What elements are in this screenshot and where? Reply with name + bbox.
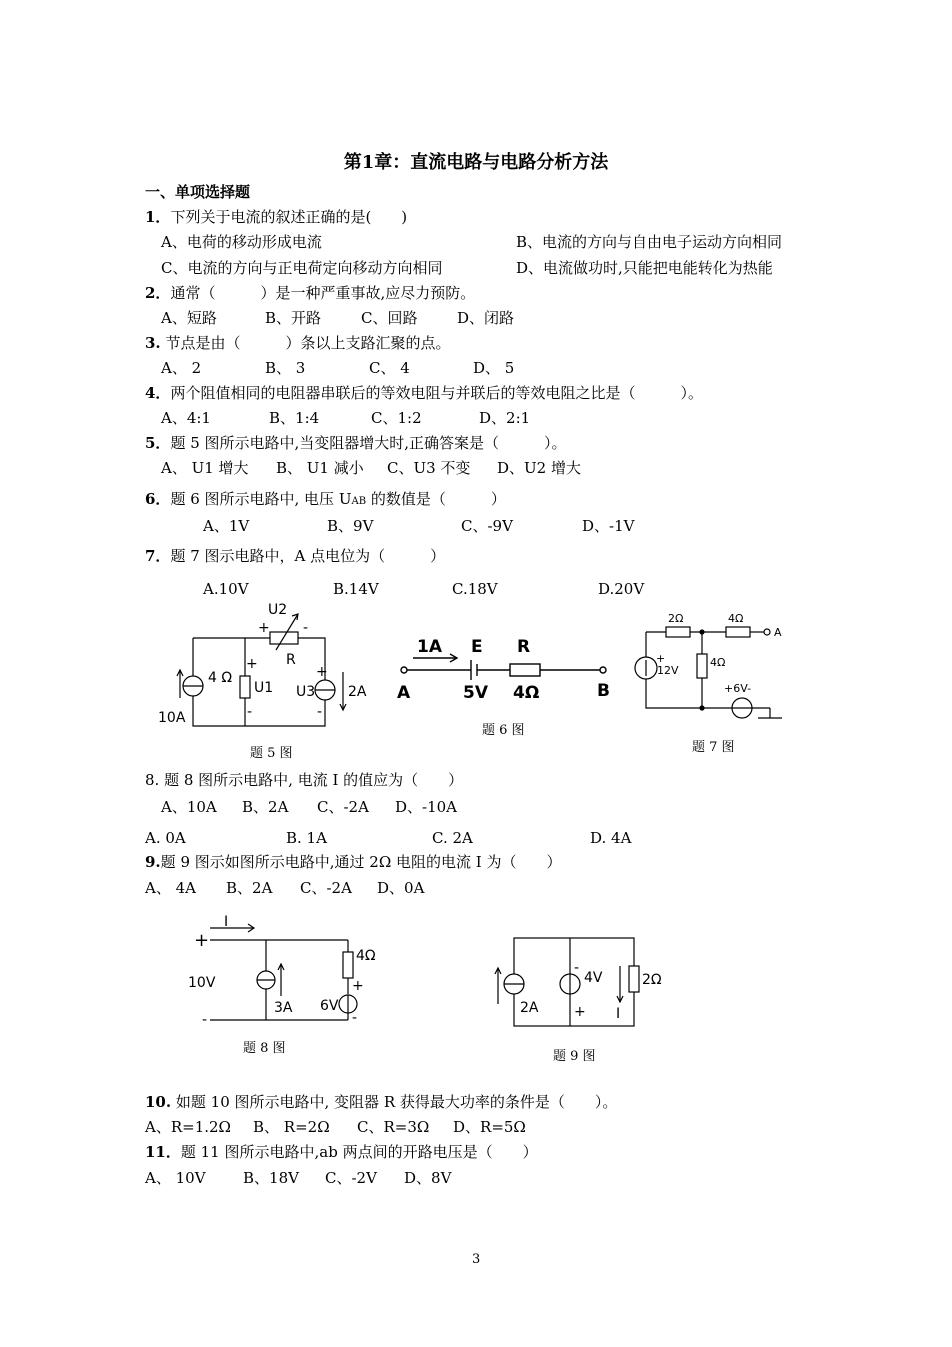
q3-option-a: A、 2 [161, 359, 202, 377]
fig9-label-4v: 4V [584, 970, 603, 986]
fig6-label-b: B [597, 681, 610, 701]
fig5-label-plus-top: + [258, 620, 270, 636]
q9-option-c: C、-2A [300, 879, 352, 897]
q5-option-d: D、U2 增大 [497, 459, 581, 477]
q11-option-d: D、8V [404, 1169, 452, 1187]
question-3: 3. 节点是由（ ）条以上支路汇聚的点。 [145, 334, 451, 352]
fig7-label-4ohm-top: 4Ω [728, 612, 744, 625]
fig7-label-2ohm: 2Ω [668, 612, 684, 625]
fig5-label-u1: U1 [254, 680, 274, 696]
q8-alt-option-a: A. 0A [145, 829, 186, 847]
figure-5-caption: 题 5 图 [250, 746, 293, 761]
fig6-label-r: R [517, 637, 531, 657]
q8-option-d: D、-10A [395, 798, 458, 816]
q10-option-a: A、R=1.2Ω [145, 1118, 231, 1136]
fig9-label-minus: - [574, 960, 580, 976]
fig6-label-e: E [471, 637, 483, 657]
question-2: 2．通常（ ）是一种严重事故,应尽力预防。 [145, 284, 476, 302]
q6-option-a: A、1V [203, 517, 250, 535]
q7-option-b: B.14V [333, 580, 379, 598]
chapter-title: 第1章：直流电路与电路分析方法 [343, 152, 609, 173]
fig9-label-2ohm: 2Ω [642, 972, 662, 988]
fig8-label-6v: 6V [320, 998, 339, 1014]
q6-option-b: B、9V [327, 517, 374, 535]
fig5-label-10a: 10A [158, 710, 186, 726]
section-heading: 一、单项选择题 [145, 183, 251, 201]
q6-option-d: D、-1V [582, 517, 635, 535]
q6-option-c: C、-9V [461, 517, 513, 535]
q8-alt-option-c: C. 2A [432, 829, 473, 847]
q8-alt-option-b: B. 1A [286, 829, 327, 847]
question-6: 6．题 6 图所示电路中, 电压 UAB 的数值是（ ） [145, 490, 506, 508]
fig6-label-a: A [397, 683, 411, 703]
question-11: 11．题 11 图所示电路中,ab 两点间的开路电压是（ ） [145, 1143, 538, 1161]
figure-9-caption: 题 9 图 [553, 1049, 596, 1064]
fig5-label-r: R [286, 652, 296, 668]
fig9-label-2a: 2A [520, 1000, 539, 1016]
question-9: 9.题 9 图示如图所示电路中,通过 2Ω 电阻的电流 I 为（ ） [145, 853, 562, 871]
question-8: 8. 题 8 图所示电路中, 电流 I 的值应为（ ） [145, 771, 464, 789]
fig8-label-plus: + [194, 930, 210, 951]
fig5-label-minus-u3: - [317, 704, 323, 720]
figure-8-caption: 题 8 图 [243, 1041, 286, 1056]
fig5-label-minus-top: - [303, 620, 309, 636]
q4-option-b: B、1:4 [269, 409, 320, 427]
q5-option-b: B、 U1 减小 [276, 459, 364, 477]
fig5-label-plus-u3: + [316, 664, 328, 680]
q4-option-a: A、4:1 [161, 409, 211, 427]
figure-5-circuit [150, 598, 380, 738]
q1-option-d: D、电流做功时,只能把电能转化为热能 [516, 259, 773, 277]
fig7-label-plus: + [656, 652, 666, 665]
fig5-label-plus-u1: + [246, 656, 258, 672]
fig8-label-plus-6v: + [352, 978, 364, 994]
fig5-label-u3: U3 [296, 684, 316, 700]
fig5-label-2a: 2A [348, 684, 367, 700]
fig8-label-3a: 3A [274, 1000, 293, 1016]
q2-option-b: B、开路 [265, 309, 322, 327]
fig5-label-u2: U2 [268, 602, 288, 618]
fig7-label-6v: +6V- [724, 682, 752, 695]
figure-6-circuit [395, 628, 620, 708]
fig5-label-res: 4 Ω [208, 670, 233, 686]
q2-option-a: A、短路 [161, 309, 217, 327]
figure-6-caption: 题 6 图 [482, 723, 525, 738]
figure-7-caption: 题 7 图 [692, 740, 735, 755]
fig7-label-a: A [774, 626, 782, 639]
q9-option-a: A、 4A [145, 879, 196, 897]
q4-option-d: D、2:1 [479, 409, 531, 427]
fig7-label-4ohm-mid: 4Ω [710, 656, 726, 669]
figure-9-circuit [490, 930, 670, 1030]
question-5: 5．题 5 图所示电路中,当变阻器增大时,正确答案是（ ）。 [145, 434, 567, 452]
q4-option-c: C、1:2 [371, 409, 422, 427]
fig8-label-4ohm: 4Ω [356, 948, 376, 964]
q10-option-b: B、 R=2Ω [253, 1118, 330, 1136]
figure-8-circuit [188, 910, 388, 1028]
q5-option-a: A、 U1 增大 [161, 459, 249, 477]
q2-option-d: D、闭路 [457, 309, 515, 327]
fig5-label-minus-u1: - [247, 704, 253, 720]
fig9-label-plus: + [574, 1004, 586, 1020]
q7-option-d: D.20V [598, 580, 645, 598]
q9-option-d: D、0A [377, 879, 425, 897]
q10-option-c: C、R=3Ω [357, 1118, 430, 1136]
page-number: 3 [472, 1252, 481, 1267]
q7-option-a: A.10V [203, 580, 249, 598]
question-4: 4．两个阻值相同的电阻器串联后的等效电阻与并联后的等效电阻之比是（ ）。 [145, 384, 703, 402]
q8-alt-option-d: D. 4A [590, 829, 632, 847]
q3-option-d: D、 5 [473, 359, 515, 377]
fig7-label-12v: 12V [657, 664, 679, 677]
fig8-label-minus-6v: - [352, 1010, 358, 1026]
fig6-label-4ohm: 4Ω [513, 683, 540, 703]
q11-option-c: C、-2V [325, 1169, 377, 1187]
q5-option-c: C、U3 不变 [387, 459, 471, 477]
q1-option-c: C、电流的方向与正电荷定向移动方向相同 [161, 259, 443, 277]
q8-option-a: A、10A [161, 798, 217, 816]
q1-option-a: A、电荷的移动形成电流 [161, 233, 322, 251]
q9-option-b: B、2A [226, 879, 273, 897]
q3-option-c: C、 4 [369, 359, 410, 377]
fig6-label-1a: 1A [417, 637, 442, 657]
q1-option-b: B、电流的方向与自由电子运动方向相同 [516, 233, 783, 251]
q11-option-a: A、 10V [145, 1169, 206, 1187]
fig9-label-i: I [616, 1006, 621, 1022]
question-10: 10. 如题 10 图所示电路中, 变阻器 R 获得最大功率的条件是（ ）。 [145, 1093, 618, 1111]
fig6-label-5v: 5V [463, 683, 488, 703]
figure-7-circuit [626, 608, 794, 743]
fig8-label-i: I [224, 914, 229, 930]
question-7: 7．题 7 图示电路中，A 点电位为（ ） [145, 547, 446, 565]
fig8-label-minus: - [202, 1012, 208, 1028]
q11-option-b: B、18V [243, 1169, 299, 1187]
fig8-label-10v: 10V [188, 975, 216, 991]
q2-option-c: C、回路 [361, 309, 418, 327]
q8-option-c: C、-2A [317, 798, 369, 816]
q10-option-d: D、R=5Ω [453, 1118, 526, 1136]
q3-option-b: B、 3 [265, 359, 306, 377]
q8-option-b: B、2A [242, 798, 289, 816]
q7-option-c: C.18V [452, 580, 498, 598]
question-1: 1．下列关于电流的叙述正确的是( ) [145, 208, 408, 226]
